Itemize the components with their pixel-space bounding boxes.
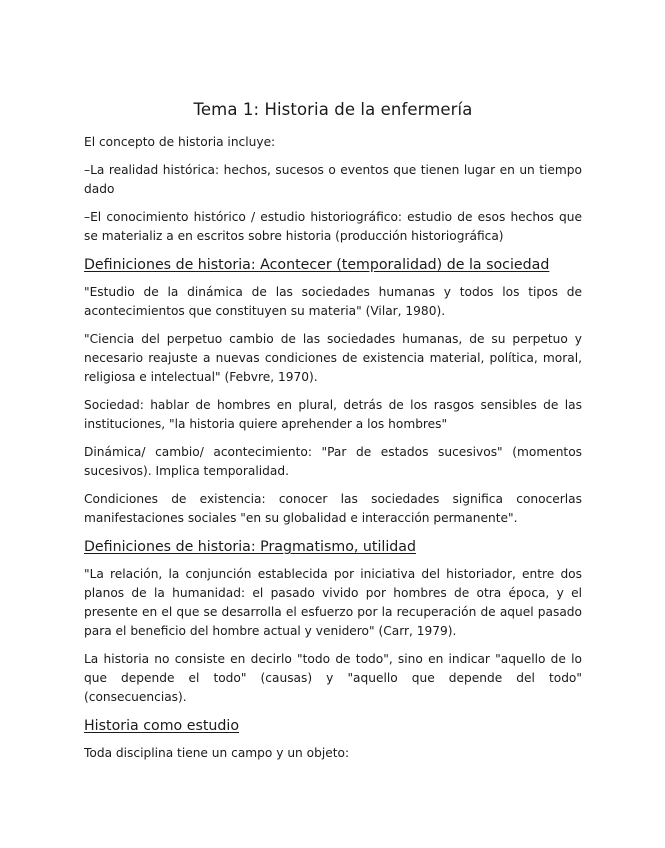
paragraph-carr-quote: "La relación, la conjunción establecida por iniciativa del historiador, entre dos planos de la humanidad: el pasado vivido por hombres de otra época, y el presente en el que se desarrolla el esfuerzo por la recuperación de aquel pasado para el beneficio del hombre actual y venidero" (Carr, 1979). [84,567,582,638]
paragraph-disciplina: Toda disciplina tiene un campo y un objeto: [84,746,350,760]
document-page [84,100,582,772]
paragraph-sociedad: Sociedad: hablar de hombres en plural, detrás de los rasgos sensibles de las instituciones, "la historia quiere aprehender a los hombres" [84,398,582,431]
paragraph-todo-de-todo: La historia no consiste en decirlo "todo de todo", sino en indicar "aquello de lo que depende el todo" (causas) y "aquello que depende del todo" (consecuencias). [84,652,582,704]
paragraph-condiciones: Condiciones de existencia: conocer las sociedades significa conocerlas manifestaciones sociales "en su globalidad e interacción permanente". [84,492,582,525]
paragraph-febvre-quote: "Ciencia del perpetuo cambio de las sociedades humanas, de su perpetuo y necesario reajuste a nuevas condiciones de existencia material, política, moral, religiosa e intelectual" (Febvre, 1970). [84,332,582,384]
page-title: Tema 1: Historia de la enfermería [193,100,473,119]
section-heading-acontecer: Definiciones de historia: Acontecer (temporalidad) de la sociedad [84,257,550,273]
list-item-realidad: –La realidad histórica: hechos, sucesos o eventos que tienen lugar en un tiempo dado [84,163,582,196]
paragraph-dinamica: Dinámica/ cambio/ acontecimiento: "Par de estados sucesivos" (momentos sucesivos). Implica temporalidad. [84,445,582,478]
list-item-conocimiento: –El conocimiento histórico / estudio historiográfico: estudio de esos hechos que se materializ a en escritos sobre historia (producción historiográfica) [84,210,582,243]
intro-paragraph: El concepto de historia incluye: [84,135,276,149]
paragraph-vilar-quote: "Estudio de la dinámica de las sociedades humanas y todos los tipos de acontecimientos que constituyen su materia" (Vilar, 1980). [84,285,582,318]
section-heading-estudio: Historia como estudio [84,718,240,734]
section-heading-pragmatismo: Definiciones de historia: Pragmatismo, utilidad [84,539,416,555]
